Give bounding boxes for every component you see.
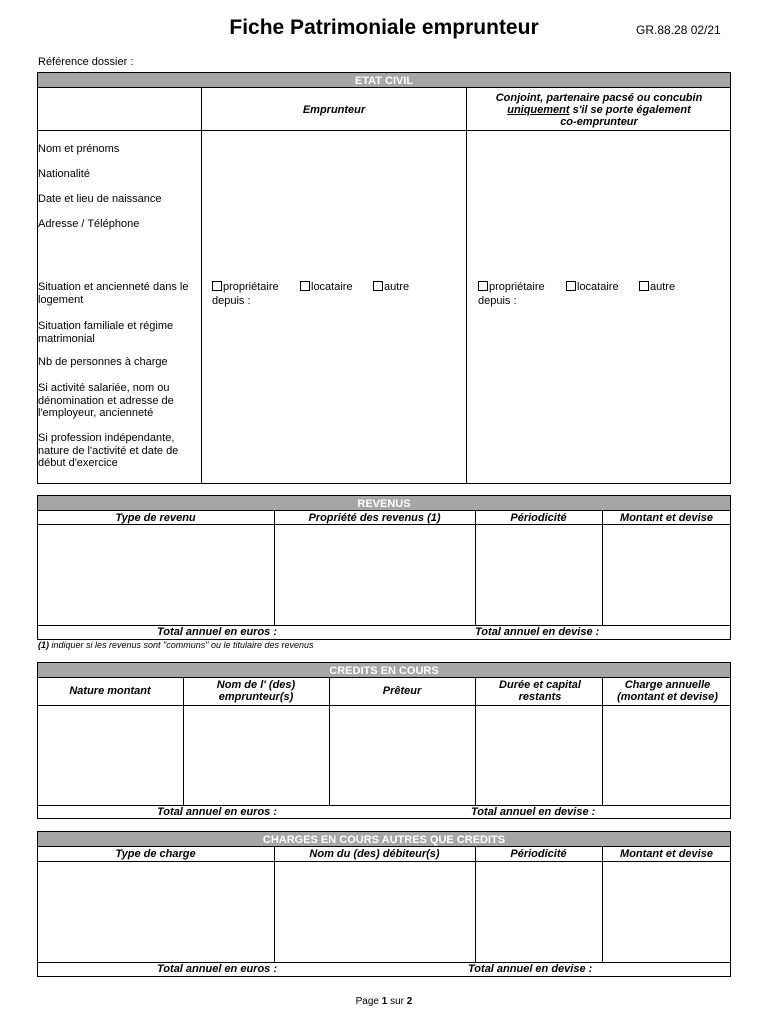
- revenus-col-periodicite: Périodicité: [510, 512, 567, 524]
- col-conjoint-line2b: s'il se porte également: [569, 104, 691, 116]
- page-title: Fiche Patrimoniale emprunteur: [229, 16, 539, 39]
- charges-col-debiteurs: Nom du (des) débiteur(s): [309, 848, 440, 860]
- checkbox-icon[interactable]: [478, 281, 488, 291]
- etat-civil-title: ETAT CIVIL: [37, 72, 731, 88]
- charges-table: [37, 846, 731, 977]
- row-label-situation-familiale: Situation familiale et régime matrimonial: [38, 320, 174, 345]
- row-label-adresse: Adresse / Téléphone: [38, 218, 140, 230]
- col-conjoint-line1: Conjoint, partenaire pacsé ou concubin: [495, 92, 703, 104]
- col-conjoint-line3: co-emprunteur: [560, 116, 638, 128]
- page-number: Page 1 sur 2: [355, 996, 413, 1007]
- document-code: GR.88.28 02/21: [636, 23, 721, 37]
- charges-col-montant: Montant et devise: [620, 848, 713, 860]
- row-label-personnes-charge: Nb de personnes à charge: [38, 356, 168, 368]
- credits-col-duree: Durée et capital restants: [499, 679, 581, 703]
- credits-col-emprunteurs: Nom de l' (des) emprunteur(s): [216, 679, 296, 703]
- emprunteur-depuis: depuis :: [212, 295, 251, 307]
- footnote-mark: (1): [38, 640, 49, 650]
- row-label-profession-independante: Si profession indépendante, nature de l'activité et date de début d'exercice: [38, 432, 179, 469]
- revenus-total-euros: Total annuel en euros :: [157, 626, 277, 638]
- revenus-total-devise: Total annuel en devise :: [475, 626, 600, 638]
- revenus-footnote: [38, 640, 314, 650]
- charges-total-devise: Total annuel en devise :: [468, 963, 593, 975]
- conjoint-option-autre[interactable]: autre: [639, 281, 675, 294]
- emprunteur-option-autre[interactable]: autre: [373, 281, 409, 294]
- credits-title: CREDITS EN COURS: [37, 662, 731, 678]
- charges-col-type: Type de charge: [115, 848, 196, 860]
- checkbox-icon[interactable]: [300, 281, 310, 291]
- row-label-logement: Situation et ancienneté dans le logement: [38, 281, 189, 306]
- credits-col-nature: Nature montant: [69, 685, 151, 697]
- revenus-title: REVENUS: [37, 495, 731, 511]
- col-conjoint-uniquement: uniquement: [507, 104, 570, 116]
- charges-total-euros: Total annuel en euros :: [157, 963, 277, 975]
- emprunteur-option-proprietaire[interactable]: propriétaire: [212, 281, 279, 294]
- col-conjoint: [467, 92, 731, 128]
- checkbox-icon[interactable]: [566, 281, 576, 291]
- conjoint-option-locataire[interactable]: locataire: [566, 281, 619, 294]
- charges-title: CHARGES EN COURS AUTRES QUE CREDITS: [37, 831, 731, 847]
- revenus-table: [37, 510, 731, 640]
- reference-label: Référence dossier :: [38, 56, 134, 68]
- col-conjoint-line2: [467, 104, 731, 116]
- conjoint-depuis: depuis :: [478, 295, 517, 307]
- credits-col-charge: Charge annuelle (montant et devise): [617, 679, 718, 703]
- col-emprunteur: Emprunteur: [302, 104, 366, 116]
- credits-total-devise: Total annuel en devise :: [471, 806, 596, 818]
- revenus-col-type: Type de revenu: [115, 512, 196, 524]
- row-label-nom: Nom et prénoms: [38, 143, 120, 155]
- row-label-nationalite: Nationalité: [38, 168, 90, 180]
- revenus-col-propriete: Propriété des revenus (1): [308, 512, 441, 524]
- emprunteur-option-locataire[interactable]: locataire: [300, 281, 353, 294]
- footnote-text: indiquer si les revenus sont "communs" ou le titulaire des revenus: [49, 640, 314, 650]
- checkbox-icon[interactable]: [373, 281, 383, 291]
- checkbox-icon[interactable]: [639, 281, 649, 291]
- credits-total-euros: Total annuel en euros :: [157, 806, 277, 818]
- charges-col-periodicite: Périodicité: [510, 848, 567, 860]
- revenus-col-montant: Montant et devise: [620, 512, 713, 524]
- conjoint-option-proprietaire[interactable]: propriétaire: [478, 281, 545, 294]
- row-label-naissance: Date et lieu de naissance: [38, 193, 162, 205]
- row-label-activite-salariee: Si activité salariée, nom ou dénomination et adresse de l'employeur, ancienneté: [38, 382, 174, 419]
- credits-col-preteur: Prêteur: [382, 685, 422, 697]
- checkbox-icon[interactable]: [212, 281, 222, 291]
